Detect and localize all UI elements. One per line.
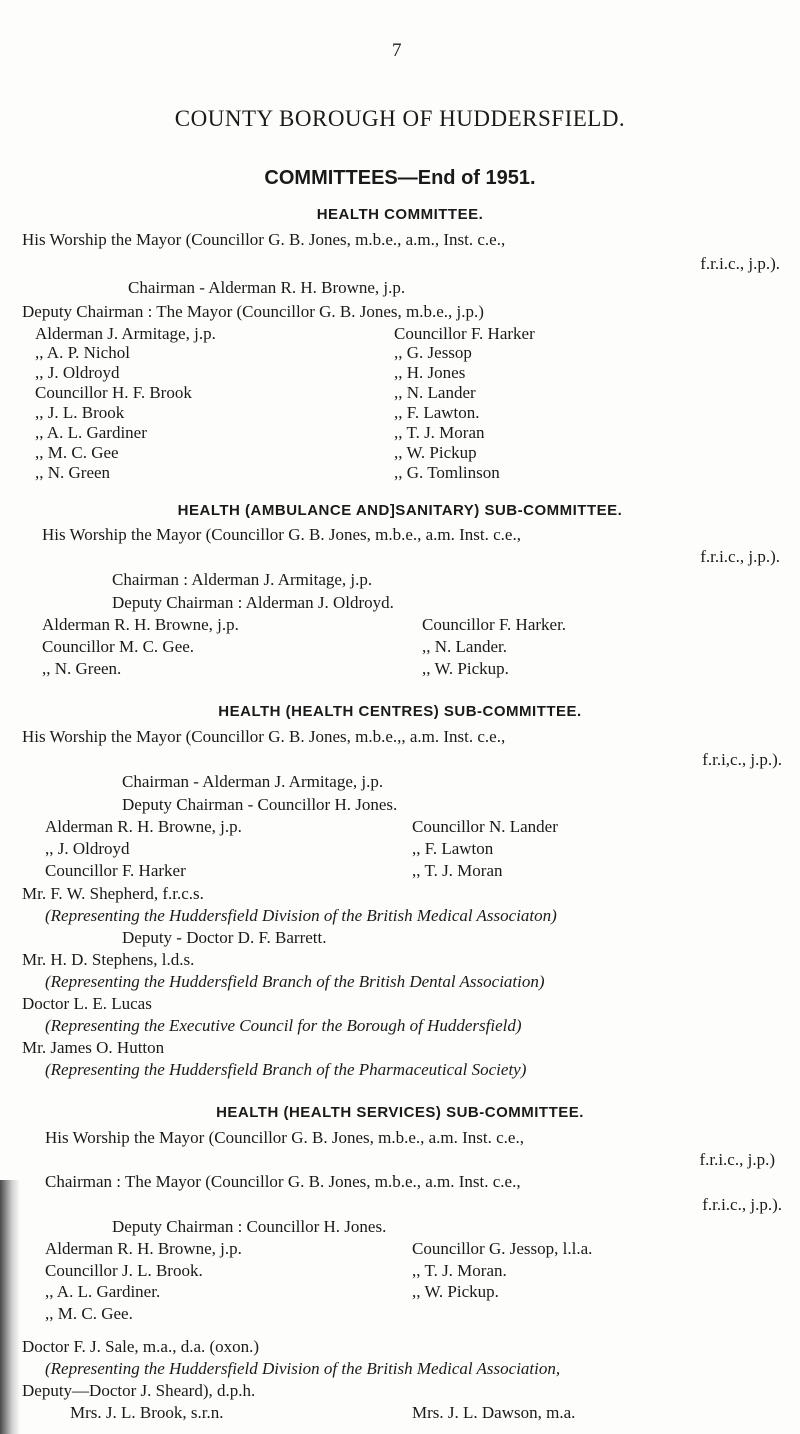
scan-edge-shadow xyxy=(0,1180,20,1434)
text-line: f.r.i.c., j.p.) xyxy=(699,1150,775,1169)
member-name: ,, A. L. Gardiner. xyxy=(45,1282,161,1301)
representation-note: (Representing the Huddersfield Branch of the British Dental Association) xyxy=(45,972,545,991)
member-name: ,, N. Lander. xyxy=(422,637,507,656)
text-line: Deputy Chairman : The Mayor (Councillor G. B. Jones, m.b.e., j.p.) xyxy=(22,302,484,321)
member-name: ,, H. Jones xyxy=(394,363,466,382)
text-line: Chairman : Alderman J. Armitage, j.p. xyxy=(112,570,373,589)
member-name: ,, A. P. Nichol xyxy=(35,343,130,362)
text-line: f.r.i.c., j.p.). xyxy=(700,547,780,566)
text-line: f.r.i.c., j.p.). xyxy=(700,254,780,273)
member-name: ,, W. Pickup. xyxy=(412,1282,499,1301)
member-name: ,, T. J. Moran xyxy=(412,861,503,880)
representative-name: Doctor F. J. Sale, m.a., d.a. (oxon.) xyxy=(22,1337,260,1356)
member-name: Alderman R. H. Browne, j.p. xyxy=(45,817,242,836)
member-name: ,, G. Jessop xyxy=(394,343,472,362)
deputy-line: Deputy - Doctor D. F. Barrett. xyxy=(122,928,327,947)
text-line: His Worship the Mayor (Councillor G. B. Jones, m.b.e., a.m. Inst. c.e., xyxy=(42,525,521,544)
member-name: Councillor M. C. Gee. xyxy=(42,637,195,656)
member-name: ,, T. J. Moran. xyxy=(412,1261,507,1280)
member-name: Councillor F. Harker xyxy=(45,861,186,880)
section-heading: HEALTH (HEALTH SERVICES) SUB-COMMITTEE. xyxy=(216,1104,584,1121)
member-name: ,, M. C. Gee xyxy=(35,443,119,462)
text-line: Deputy Chairman - Councillor H. Jones. xyxy=(122,795,398,814)
member-name: ,, W. Pickup. xyxy=(422,659,509,678)
text-line: Chairman : The Mayor (Councillor G. B. Jones, m.b.e., a.m. Inst. c.e., xyxy=(45,1172,521,1191)
text-line: His Worship the Mayor (Councillor G. B. Jones, m.b.e., a.m. Inst. c.e., xyxy=(45,1128,524,1147)
member-name: ,, J. L. Brook xyxy=(35,403,125,422)
member-name: ,, W. Pickup xyxy=(394,443,477,462)
member-name: ,, F. Lawton xyxy=(412,839,494,858)
member-name: ,, A. L. Gardiner xyxy=(35,423,147,442)
member-name: Alderman R. H. Browne, j.p. xyxy=(45,1239,242,1258)
member-name: Councillor J. L. Brook. xyxy=(45,1261,203,1280)
deputy-line: Deputy—Doctor J. Sheard), d.p.h. xyxy=(22,1381,256,1400)
member-name: ,, M. C. Gee. xyxy=(45,1304,133,1323)
member-name: ,, N. Lander xyxy=(394,383,476,402)
text-line: His Worship the Mayor (Councillor G. B. Jones, m.b.e., a.m., Inst. c.e., xyxy=(22,230,506,249)
page-subtitle: COMMITTEES—End of 1951. xyxy=(264,167,536,189)
text-line: His Worship the Mayor (Councillor G. B. Jones, m.b.e.,, a.m. Inst. c.e., xyxy=(22,727,506,746)
member-name: Alderman J. Armitage, j.p. xyxy=(35,324,216,343)
page-title: COUNTY BOROUGH OF HUDDERSFIELD. xyxy=(174,106,626,131)
representative-name: Mrs. J. L. Brook, s.r.n. xyxy=(70,1403,224,1422)
representative-name: Mr. H. D. Stephens, l.d.s. xyxy=(22,950,195,969)
section-heading: HEALTH (AMBULANCE AND]SANITARY) SUB-COMMITTEE. xyxy=(177,502,623,519)
representative-name: Mr. James O. Hutton xyxy=(22,1038,165,1057)
text-line: Deputy Chairman : Councillor H. Jones. xyxy=(112,1217,387,1236)
representative-name: Mrs. J. L. Dawson, m.a. xyxy=(412,1403,576,1422)
member-name: Councillor F. Harker xyxy=(394,324,535,343)
section-heading: HEALTH (HEALTH CENTRES) SUB-COMMITTEE. xyxy=(218,703,582,720)
member-name: ,, J. Oldroyd xyxy=(35,363,120,382)
text-line: Chairman - Alderman J. Armitage, j.p. xyxy=(122,772,384,791)
page-number: 7 xyxy=(392,40,402,61)
member-name: ,, T. J. Moran xyxy=(394,423,485,442)
text-line: f.r.i.c., j.p.). xyxy=(702,1195,782,1214)
text-line: f.r.i,c., j.p.). xyxy=(702,750,782,769)
member-name: Councillor F. Harker. xyxy=(422,615,567,634)
representation-note: (Representing the Huddersfield Division of the British Medical Association, xyxy=(45,1359,561,1378)
member-name: Councillor G. Jessop, l.l.a. xyxy=(412,1239,593,1258)
representation-note: (Representing the Huddersfield Division of the British Medical Associaton) xyxy=(45,906,557,925)
member-name: Alderman R. H. Browne, j.p. xyxy=(42,615,239,634)
representative-name: Doctor L. E. Lucas xyxy=(22,994,152,1013)
member-name: Councillor N. Lander xyxy=(412,817,558,836)
member-name: ,, J. Oldroyd xyxy=(45,839,130,858)
representative-name: Mr. F. W. Shepherd, f.r.c.s. xyxy=(22,884,204,903)
member-name: ,, F. Lawton. xyxy=(394,403,480,422)
member-name: ,, N. Green xyxy=(35,463,111,482)
section-heading: HEALTH COMMITTEE. xyxy=(316,206,484,223)
representation-note: (Representing the Executive Council for the Borough of Huddersfield) xyxy=(45,1016,522,1035)
text-line: Deputy Chairman : Alderman J. Oldroyd. xyxy=(112,593,394,612)
representation-note: (Representing the Huddersfield Branch of the Pharmaceutical Society) xyxy=(45,1060,527,1079)
text-line: Chairman - Alderman R. H. Browne, j.p. xyxy=(128,278,406,297)
member-name: ,, G. Tomlinson xyxy=(394,463,500,482)
member-name: ,, N. Green. xyxy=(42,659,122,678)
member-name: Councillor H. F. Brook xyxy=(35,383,192,402)
